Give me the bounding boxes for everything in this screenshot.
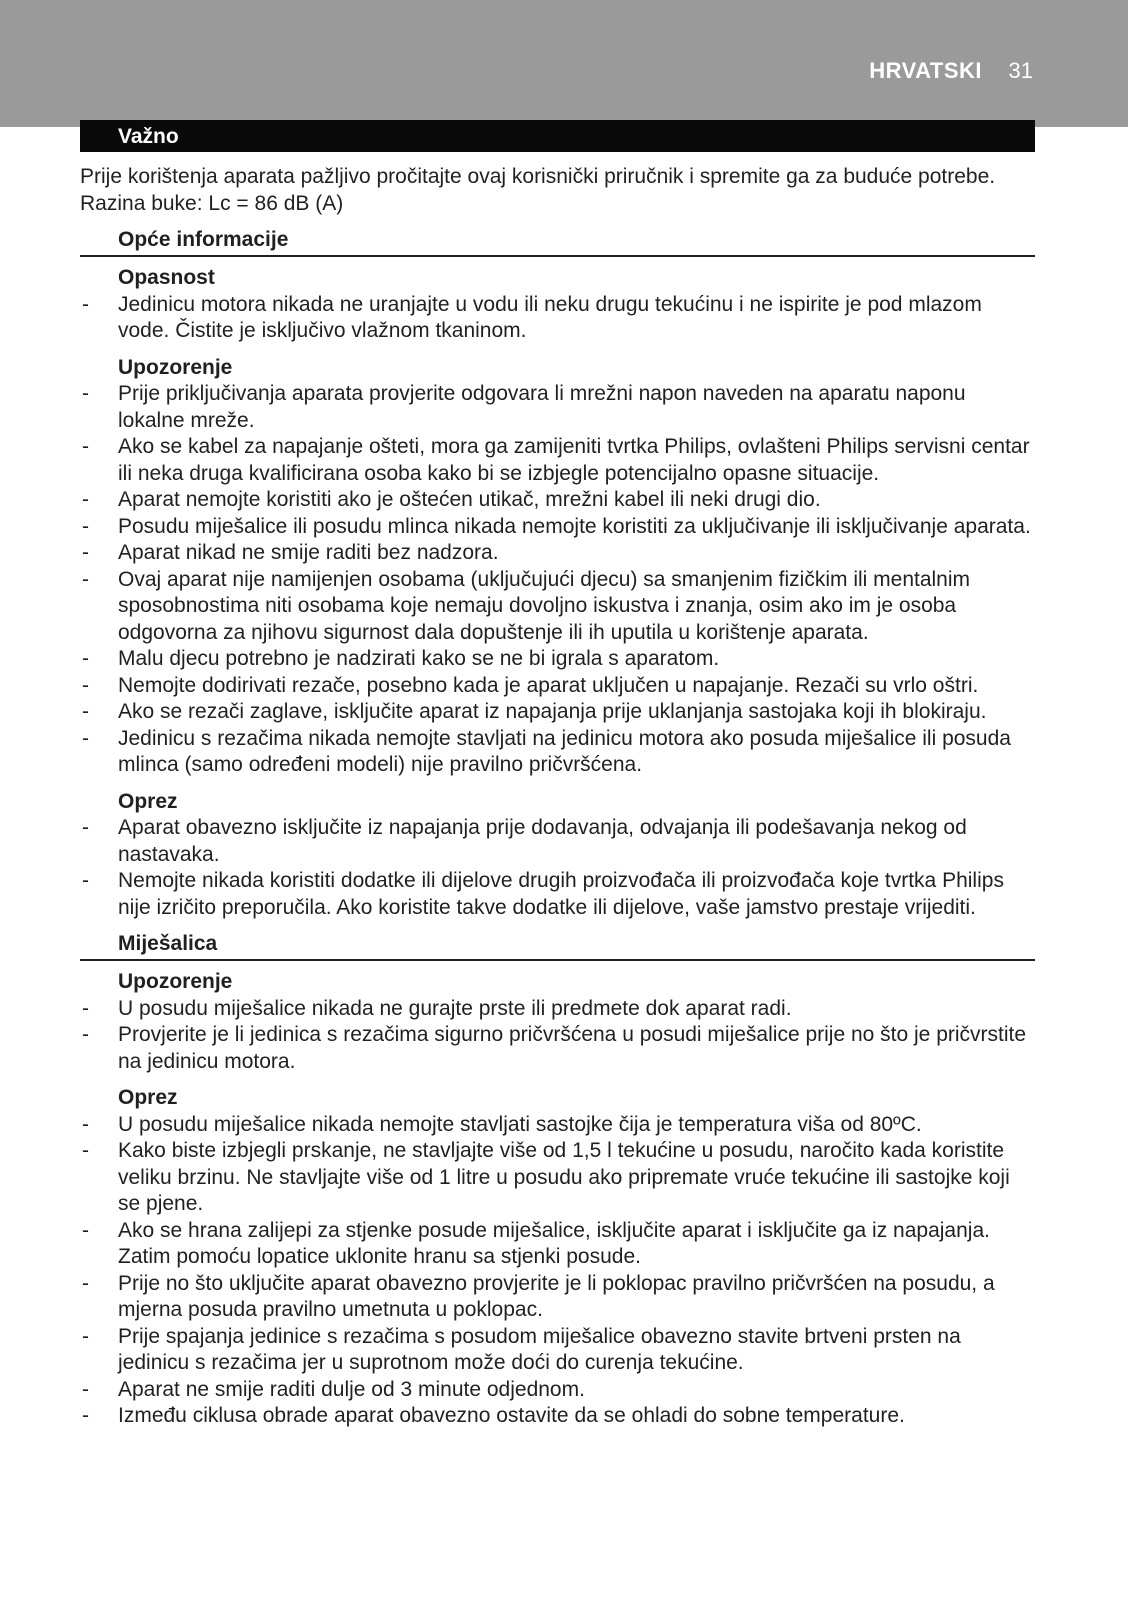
list-item: - Jedinicu s rezačima nikada nemojte stavljati na jedinicu motora ako posuda miješalice ili posuda mlinca (samo određeni modeli) nije pravilno pričvršćena. [80, 726, 1035, 779]
list-item: - Aparat nemojte koristiti ako je oštećen utikač, mrežni kabel ili neki drugi dio. [80, 487, 1035, 514]
list-item: - U posudu miješalice nikada nemojte stavljati sastojke čija je temperatura viša od 80ºC. [80, 1112, 1035, 1139]
general-heading: Opće informacije [80, 227, 1035, 257]
caution-heading: Oprez [118, 789, 178, 813]
list-item: - U posudu miješalice nikada ne gurajte prste ili predmete dok aparat radi. [80, 996, 1035, 1023]
important-heading: Važno [80, 120, 1035, 152]
danger-heading: Opasnost [118, 266, 215, 289]
list-item: - Između ciklusa obrade aparat obavezno ostavite da se ohladi do sobne temperature. [80, 1403, 1035, 1430]
list-item: - Ovaj aparat nije namijenjen osobama (uključujući djecu) sa smanjenim fizičkim ili mentalnim sposobnostima niti osobama koje nemaju dovoljno iskustva i znanja, osim ako im je osoba odgovorna za njihovu sigurnost dala dopuštenje ili ih uputila u korištenje aparata. [80, 567, 1035, 647]
caution-list [80, 815, 1035, 921]
list-item: - Provjerite je li jedinica s rezačima sigurno pričvršćena u posudi miješalice prije no što je pričvrstite na jedinicu motora. [80, 1022, 1035, 1075]
list-item: - Aparat obavezno isključite iz napajanja prije dodavanja, odvajanja ili podešavanja nekog od nastavaka. [80, 815, 1035, 868]
header-language: HRVATSKI [869, 58, 982, 83]
blender-warning-heading: Upozorenje [118, 970, 233, 993]
blender-heading: Miješalica [80, 931, 1035, 961]
list-item: - Aparat nikad ne smije raditi bez nadzora. [80, 540, 1035, 567]
page-content [80, 120, 1035, 1430]
blender-section [80, 931, 1035, 1430]
list-item: - Nemojte dodirivati rezače, posebno kada je aparat uključen u napajanje. Rezači su vrlo oštri. [80, 673, 1035, 700]
list-item: - Prije priključivanja aparata provjerite odgovara li mrežni napon naveden na aparatu naponu lokalne mreže. [80, 381, 1035, 434]
list-item: - Malu djecu potrebno je nadzirati kako se ne bi igrala s aparatom. [80, 646, 1035, 673]
warning-list [80, 381, 1035, 779]
list-item: - Nemojte nikada koristiti dodatke ili dijelove drugih proizvođača ili proizvođača koje tvrtka Philips nije izričito preporučila. Ako koristite takve dodatke ili dijelove, vaše jamstvo prestaje vrijediti. [80, 868, 1035, 921]
warning-heading: Upozorenje [118, 355, 233, 379]
blender-caution-heading: Oprez [118, 1086, 178, 1109]
danger-list [80, 292, 1035, 345]
list-item: - Ako se rezači zaglave, isključite aparat iz napajanja prije uklanjanja sastojaka koji ih blokiraju. [80, 699, 1035, 726]
list-item: - Jedinicu motora nikada ne uranjajte u vodu ili neku drugu tekućinu i ne ispirite je pod mlazom vode. Čistite je isključivo vlažnom tkaninom. [80, 292, 1035, 345]
list-item: - Ako se kabel za napajanje ošteti, mora ga zamijeniti tvrtka Philips, ovlašteni Philips servisni centar ili neka druga kvalificirana osoba kako bi se izbjegle potencijalno opasne situacije. [80, 434, 1035, 487]
blender-caution-list [80, 1112, 1035, 1430]
list-item: - Prije spajanja jedinice s rezačima s posudom miješalice obavezno stavite brtveni prsten na jedinicu s rezačima jer u suprotnom može doći do curenja tekućine. [80, 1324, 1035, 1377]
blender-warning-list [80, 996, 1035, 1076]
list-item: - Aparat ne smije raditi dulje od 3 minute odjednom. [80, 1377, 1035, 1404]
list-item: - Ako se hrana zalijepi za stjenke posude miješalice, isključite aparat i isključite ga iz napajanja. Zatim pomoću lopatice uklonite hranu sa stjenki posude. [80, 1218, 1035, 1271]
page-number: 31 [1008, 58, 1033, 83]
list-item: - Prije no što uključite aparat obavezno provjerite je li poklopac pravilno pričvršćen na posudu, a mjerna posuda pravilno umetnuta u poklopac. [80, 1271, 1035, 1324]
important-text: Prije korištenja aparata pažljivo pročitajte ovaj korisnički priručnik i spremite ga za buduće potrebe. Razina buke: Lc = 86 dB (A) [80, 165, 996, 215]
list-item: - Posudu miješalice ili posudu mlinca nikada nemojte koristiti za uključivanje ili isključivanje aparata. [80, 514, 1035, 541]
list-item: - Kako biste izbjegli prskanje, ne stavljajte više od 1,5 l tekućine u posudu, naročito kada koristite veliku brzinu. Ne stavljajte više od 1 litre u posudu ako pripremate vruće tekućine ili sastojke koji se pjene. [80, 1138, 1035, 1218]
general-section [80, 227, 1035, 921]
